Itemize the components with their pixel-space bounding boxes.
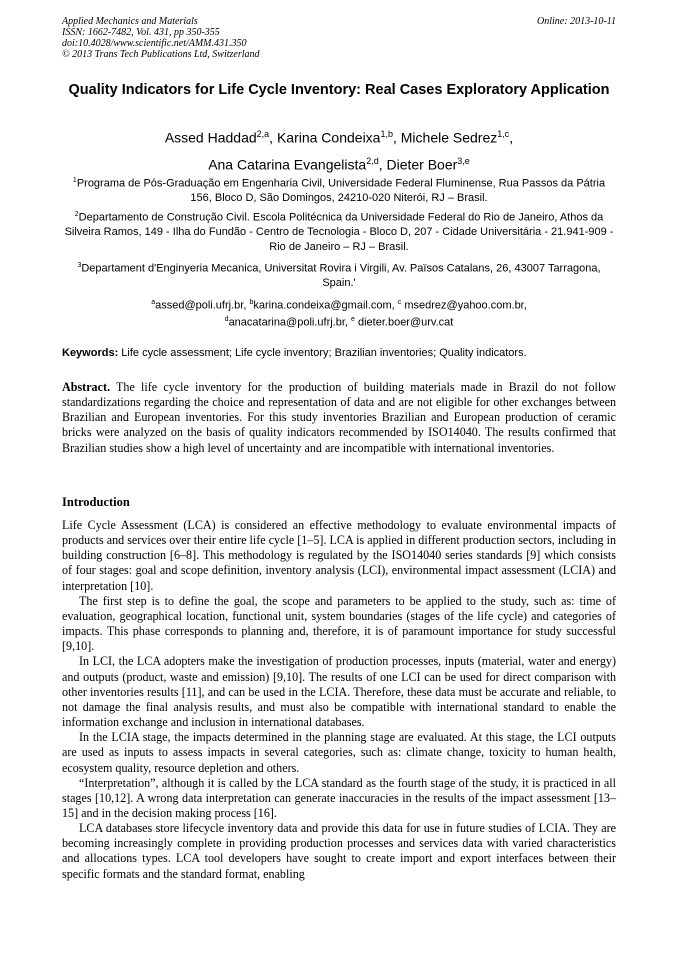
email-link[interactable]: msedrez@yahoo.com.br,: [401, 299, 527, 312]
journal-issn: ISSN: 1662-7482, Vol. 431, pp 350-355: [62, 27, 220, 38]
author-affil-mark: 1,b: [380, 129, 393, 139]
author-affil-mark: 3,e: [457, 155, 470, 166]
author-emails: [62, 296, 616, 331]
paragraph: LCA databases store lifecycle inventory data and provide this data for use in future studies of LCIA. They are becoming increasingly complete in providing production processes and services data with varied characteristics and allocations types. LCA tool developers have sought to create import and export interfaces between their specific formats and the standard format, enabling: [62, 821, 616, 881]
keywords-text: Life cycle assessment; Life cycle inventory; Brazilian inventories; Quality indicators.: [118, 347, 527, 359]
affiliation-3: [62, 259, 616, 291]
affiliation-mark: 1: [72, 177, 77, 184]
journal-header: [62, 16, 616, 60]
affiliation-text: Departamento de Construção Civil. Escola Politécnica da Universidade Federal do Rio de Janeiro, Athos da Silveira Ramos, 149 - Ilha do Fundão - Centro de Tecnologia - Bloco D, 207 - Cidade Universitária - 21.941-909 - Rio de Janeiro – RJ – Brasil.: [64, 211, 614, 253]
paragraph: In LCI, the LCA adopters make the investigation of production processes, inputs (material, water and energy) and outputs (product, waste and emission) [9,10]. The results of one LCI can be used for direct comparison with other inventories results [11], and can be used in the LCIA. Therefore, these data must be accurate and reliable, to not damage the final analysis results, and must also be compatible with international standard to enable the information exchange and inclusion in international databases.: [62, 654, 616, 730]
section-heading-introduction: Introduction: [62, 495, 130, 509]
abstract-label: Abstract.: [62, 380, 111, 394]
author-affil-mark: 1,c: [497, 129, 510, 139]
email-mark: e: [351, 316, 355, 324]
journal-copyright: © 2013 Trans Tech Publications Ltd, Switzerland: [62, 49, 260, 60]
author-affil-mark: 2,d: [366, 155, 379, 166]
paragraph: “Interpretation”, although it is called by the LCA standard as the fourth stage of the study, it is practiced in all stages [10,12]. A wrong data interpretation can generate inaccuracies in the results of the impact assessment [13–15] and in the decision making process [16].: [62, 775, 616, 820]
author-line-2: Ana Catarina Evangelista$^{2,d}$, Dieter Boer$^{3,e}$: [208, 155, 470, 173]
author-name: Karina Condeixa: [276, 129, 381, 146]
affiliation-text: Programa de Pós-Graduação em Engenharia Civil, Universidade Federal Fluminense, Rua Passos da Pátria 156, Bloco D, São Domingos, 24210-020 Niterói, RJ – Brasil.: [76, 177, 606, 205]
abstract-text: The life cycle inventory for the production of building materials made in Brazil do not follow standardizations regarding the choice and representation of data and are not eligible for other exchanges between Brazilian and European inventories. For this study inventories Brazilian and European production of ceramic bricks were analyzed on the basis of quality indicators recommended by ISO14040. The results confirmed that Brazilian studies show a high level of uncertainty and are incompatible with international inventories.: [62, 380, 616, 455]
affiliation-mark: 2: [74, 211, 79, 218]
email-mark: c: [397, 299, 402, 306]
affiliation-1: [62, 174, 616, 206]
email-line-1: [62, 296, 616, 313]
paper-title: Quality Indicators for Life Cycle Inventory: Real Cases Exploratory Application: [68, 82, 610, 98]
paragraph: The first step is to define the goal, the scope and parameters to be applied to the study, such as: time of evaluation, geographical location, functional unit, system boundaries (stages of the life cycle) and categories of impacts. This phase corresponds to planning and, therefore, it is of paramount importance for study successful [9,10].: [62, 593, 616, 654]
affiliation-2: [62, 208, 616, 254]
email-link[interactable]: karina.condeixa@gmail.com,: [253, 299, 398, 312]
journal-doi: doi:10.4028/www.scientific.net/AMM.431.350: [62, 38, 247, 49]
author-name: Assed Haddad: [164, 129, 257, 146]
paragraph: Life Cycle Assessment (LCA) is considered an effective methodology to evaluate environmental impacts of products and services over their entire life cycle [1–5]. LCA is applied in different production sectors, including in building construction [6–8]. This methodology is regulated by the ISO14040 series standards [9] which consists of four stages: goal and scope definition, inventory analysis (LCI), environmental impact assessment (LCIA) and interpretation [10].: [62, 518, 616, 593]
email-line-2: [62, 313, 616, 330]
abstract: [62, 380, 616, 456]
online-date: Online: 2013-10-11: [537, 16, 616, 27]
email-link[interactable]: dieter.boer@urv.cat: [354, 316, 454, 329]
email-mark: b: [249, 299, 254, 306]
email-mark: a: [151, 299, 156, 306]
introduction-body: [62, 518, 616, 882]
affiliation-text: Departament d'Enginyeria Mecanica, Universitat Rovira i Virgili, Av. Països Catalans, 26, 43007 Tarragona, Spain.': [81, 262, 601, 290]
email-link[interactable]: assed@poli.ufrj.br,: [155, 299, 250, 312]
email-link[interactable]: anacatarina@poli.ufrj.br,: [228, 316, 352, 329]
email-mark: d: [224, 316, 229, 324]
affiliation-mark: 3: [77, 262, 82, 269]
keywords: [62, 346, 616, 360]
author-affil-mark: 2,a: [256, 129, 270, 139]
author-name: Michele Sedrez: [400, 129, 498, 146]
author-name: Ana Catarina Evangelista: [208, 156, 367, 173]
keywords-label: Keywords:: [62, 347, 119, 359]
author-line-1: Assed Haddad$^{2,a}$, Karina Condeixa$^{1,b}$, Michele Sedrez$^{1,c}$,: [164, 129, 514, 146]
author-list: [62, 123, 616, 176]
paragraph: In the LCIA stage, the impacts determined in the planning stage are evaluated. At this stage, the LCI outputs are used as inputs to assess impacts in several categories, such as: climate change, toxicity to human health, ecosystem quality, resource depletion and others.: [62, 730, 616, 775]
journal-name: Applied Mechanics and Materials: [62, 16, 198, 27]
author-name: Dieter Boer: [386, 156, 458, 173]
